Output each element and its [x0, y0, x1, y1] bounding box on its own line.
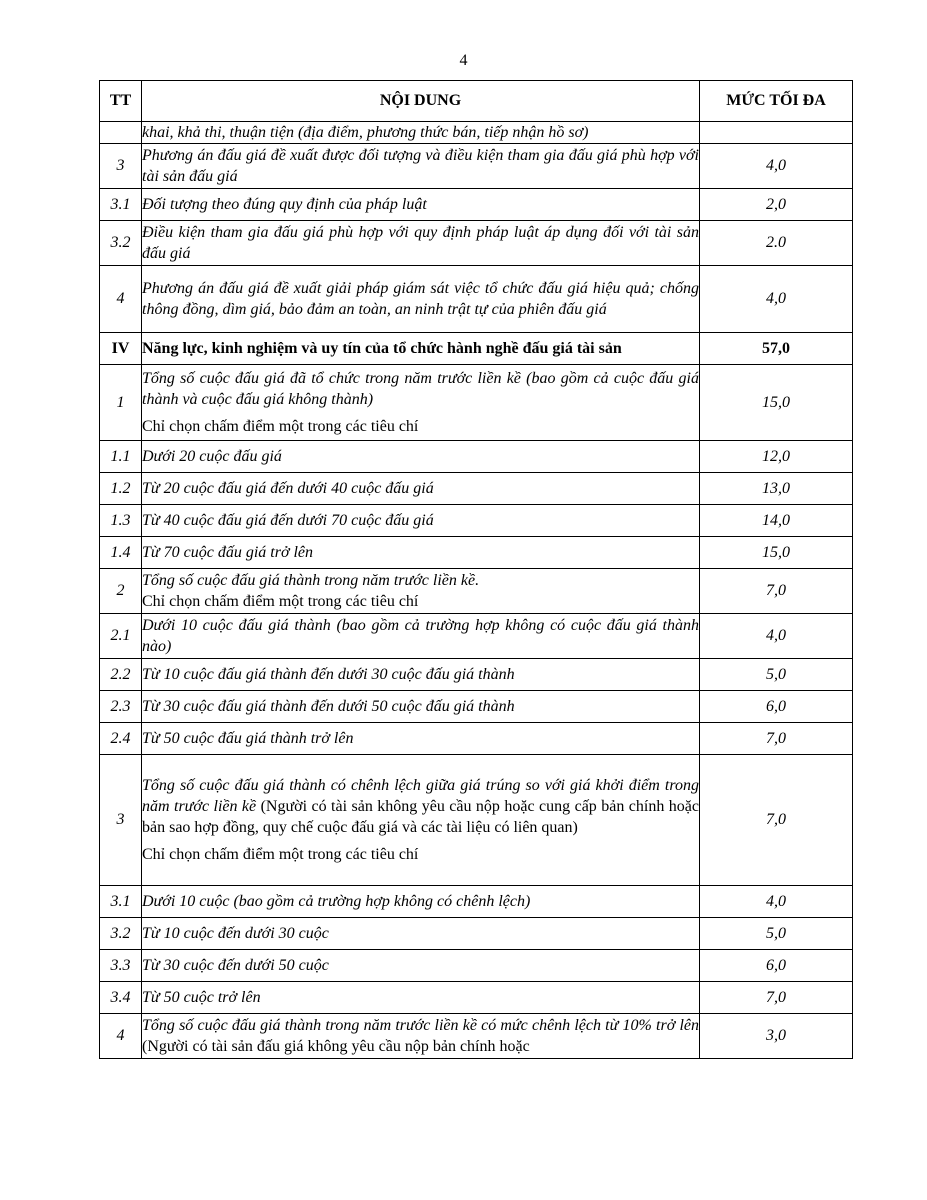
row-content: [142, 982, 700, 1014]
row-max-score: 6,0: [700, 691, 853, 723]
row-max-score: 13,0: [700, 473, 853, 505]
row-max-score: 5,0: [700, 918, 853, 950]
table-row: [100, 755, 853, 886]
content-line: Chỉ chọn chấm điểm một trong các tiêu chí: [142, 418, 419, 435]
row-number: 2: [100, 569, 142, 614]
row-number: 3.4: [100, 982, 142, 1014]
row-content: [142, 221, 700, 266]
row-max-score: 6,0: [700, 950, 853, 982]
content-line: Phương án đấu giá đề xuất được đối tượng và điều kiện tham gia đấu giá phù hợp với tài sản đấu giá: [142, 147, 699, 185]
header-tt: TT: [100, 81, 142, 122]
row-number: 1.4: [100, 537, 142, 569]
row-max-score: 7,0: [700, 982, 853, 1014]
table-row: [100, 144, 853, 189]
row-content: [142, 505, 700, 537]
table-body: [100, 122, 853, 1059]
table-header-row: [100, 81, 853, 122]
row-max-score: 7,0: [700, 755, 853, 886]
table-row: [100, 1014, 853, 1059]
table-row: [100, 614, 853, 659]
table-row: [100, 950, 853, 982]
row-number: [100, 122, 142, 144]
content-line: Từ 70 cuộc đấu giá trở lên: [142, 544, 314, 561]
row-max-score: 5,0: [700, 659, 853, 691]
row-content: [142, 473, 700, 505]
row-content: [142, 441, 700, 473]
row-number: 3: [100, 755, 142, 886]
row-content: [142, 266, 700, 333]
row-number: IV: [100, 333, 142, 365]
row-content: [142, 614, 700, 659]
header-max-score: MỨC TỐI ĐA: [700, 81, 853, 122]
row-number: 1.2: [100, 473, 142, 505]
row-max-score: 2,0: [700, 189, 853, 221]
content-line: khai, khả thi, thuận tiện (địa điểm, phương thức bán, tiếp nhận hồ sơ): [142, 124, 589, 141]
table-row: [100, 659, 853, 691]
row-number: 3.2: [100, 918, 142, 950]
content-line: Tổng số cuộc đấu giá thành có chênh lệch giữa giá trúng so với giá khởi điểm trong năm trước liền kề: [142, 777, 699, 815]
row-content: [142, 659, 700, 691]
table-row: [100, 441, 853, 473]
row-number: 2.4: [100, 723, 142, 755]
row-content: [142, 537, 700, 569]
row-number: 4: [100, 1014, 142, 1059]
content-line: Từ 20 cuộc đấu giá đến dưới 40 cuộc đấu giá: [142, 480, 434, 497]
table-row: [100, 886, 853, 918]
content-line: Dưới 10 cuộc đấu giá thành (bao gồm cả trường hợp không có cuộc đấu giá thành nào): [142, 617, 699, 655]
row-number: 3.3: [100, 950, 142, 982]
row-content: [142, 886, 700, 918]
table-row: [100, 122, 853, 144]
row-number: 3: [100, 144, 142, 189]
row-max-score: 3,0: [700, 1014, 853, 1059]
row-content: [142, 1014, 700, 1059]
content-line: Dưới 20 cuộc đấu giá: [142, 448, 282, 465]
content-note: (Người có tài sản không yêu cầu nộp hoặc cung cấp bản chính hoặc bản sao hợp đồng, quy chế cuộc đấu giá và các tài liệu có liên quan): [142, 798, 699, 836]
table-row: [100, 918, 853, 950]
row-max-score: [700, 122, 853, 144]
header-content: NỘI DUNG: [142, 81, 700, 122]
row-max-score: 4,0: [700, 886, 853, 918]
content-line: Năng lực, kinh nghiệm và uy tín của tổ chức hành nghề đấu giá tài sản: [142, 340, 622, 357]
row-max-score: 15,0: [700, 537, 853, 569]
table-row: [100, 266, 853, 333]
content-line: Tổng số cuộc đấu giá thành trong năm trước liền kề.: [142, 572, 480, 589]
criteria-table: [99, 80, 853, 1059]
row-max-score: 15,0: [700, 365, 853, 441]
table-row: [100, 982, 853, 1014]
table-row: [100, 691, 853, 723]
content-line: Từ 10 cuộc đấu giá thành đến dưới 30 cuộc đấu giá thành: [142, 666, 515, 683]
page-number: 4: [459, 52, 468, 69]
content-line: Từ 30 cuộc đấu giá thành đến dưới 50 cuộc đấu giá thành: [142, 698, 515, 715]
row-content: [142, 569, 700, 614]
row-content: [142, 950, 700, 982]
row-number: 4: [100, 266, 142, 333]
content-line: Từ 50 cuộc trở lên: [142, 989, 261, 1006]
row-content: [142, 189, 700, 221]
content-line: Từ 30 cuộc đến dưới 50 cuộc: [142, 957, 329, 974]
content-line: Chỉ chọn chấm điểm một trong các tiêu chí: [142, 593, 419, 610]
row-content: [142, 365, 700, 441]
row-content: [142, 333, 700, 365]
table-row: [100, 365, 853, 441]
row-number: 2.1: [100, 614, 142, 659]
row-content: [142, 918, 700, 950]
row-max-score: 4,0: [700, 614, 853, 659]
table-row: [100, 189, 853, 221]
row-max-score: 4,0: [700, 266, 853, 333]
content-line: Từ 40 cuộc đấu giá đến dưới 70 cuộc đấu giá: [142, 512, 434, 529]
row-number: 3.2: [100, 221, 142, 266]
content-note: (Người có tài sản đấu giá không yêu cầu nộp bản chính hoặc: [142, 1038, 530, 1055]
row-number: 2.2: [100, 659, 142, 691]
row-max-score: 14,0: [700, 505, 853, 537]
content-line: Tổng số cuộc đấu giá đã tổ chức trong năm trước liền kề (bao gồm cả cuộc đấu giá thành và cuộc đấu giá không thành): [142, 370, 699, 408]
row-content: [142, 122, 700, 144]
content-line: Từ 50 cuộc đấu giá thành trở lên: [142, 730, 354, 747]
row-number: 1: [100, 365, 142, 441]
content-line: Đối tượng theo đúng quy định của pháp luật: [142, 196, 427, 213]
content-line: Tổng số cuộc đấu giá thành trong năm trước liền kề có mức chênh lệch từ 10% trở lên: [142, 1017, 699, 1034]
table-row: [100, 221, 853, 266]
table-row: [100, 537, 853, 569]
table-row: [100, 333, 853, 365]
row-number: 1.3: [100, 505, 142, 537]
table-row: [100, 473, 853, 505]
row-max-score: 12,0: [700, 441, 853, 473]
table-row: [100, 569, 853, 614]
content-line: Chỉ chọn chấm điểm một trong các tiêu chí: [142, 846, 419, 863]
row-number: 3.1: [100, 886, 142, 918]
row-number: 3.1: [100, 189, 142, 221]
row-content: [142, 144, 700, 189]
row-max-score: 4,0: [700, 144, 853, 189]
content-line: Từ 10 cuộc đến dưới 30 cuộc: [142, 925, 329, 942]
content-line: Điều kiện tham gia đấu giá phù hợp với quy định pháp luật áp dụng đối với tài sản đấu giá: [142, 224, 699, 262]
row-max-score: 7,0: [700, 723, 853, 755]
row-max-score: 7,0: [700, 569, 853, 614]
row-content: [142, 723, 700, 755]
row-number: 1.1: [100, 441, 142, 473]
row-content: [142, 755, 700, 886]
row-number: 2.3: [100, 691, 142, 723]
content-line: Dưới 10 cuộc (bao gồm cả trường hợp không có chênh lệch): [142, 893, 531, 910]
row-max-score: 57,0: [700, 333, 853, 365]
table-row: [100, 723, 853, 755]
row-max-score: 2.0: [700, 221, 853, 266]
content-line: Phương án đấu giá đề xuất giải pháp giám sát việc tổ chức đấu giá hiệu quả; chống thông đồng, dìm giá, bảo đảm an toàn, an ninh trật tự của phiên đấu giá: [142, 280, 699, 318]
table-row: [100, 505, 853, 537]
row-content: [142, 691, 700, 723]
